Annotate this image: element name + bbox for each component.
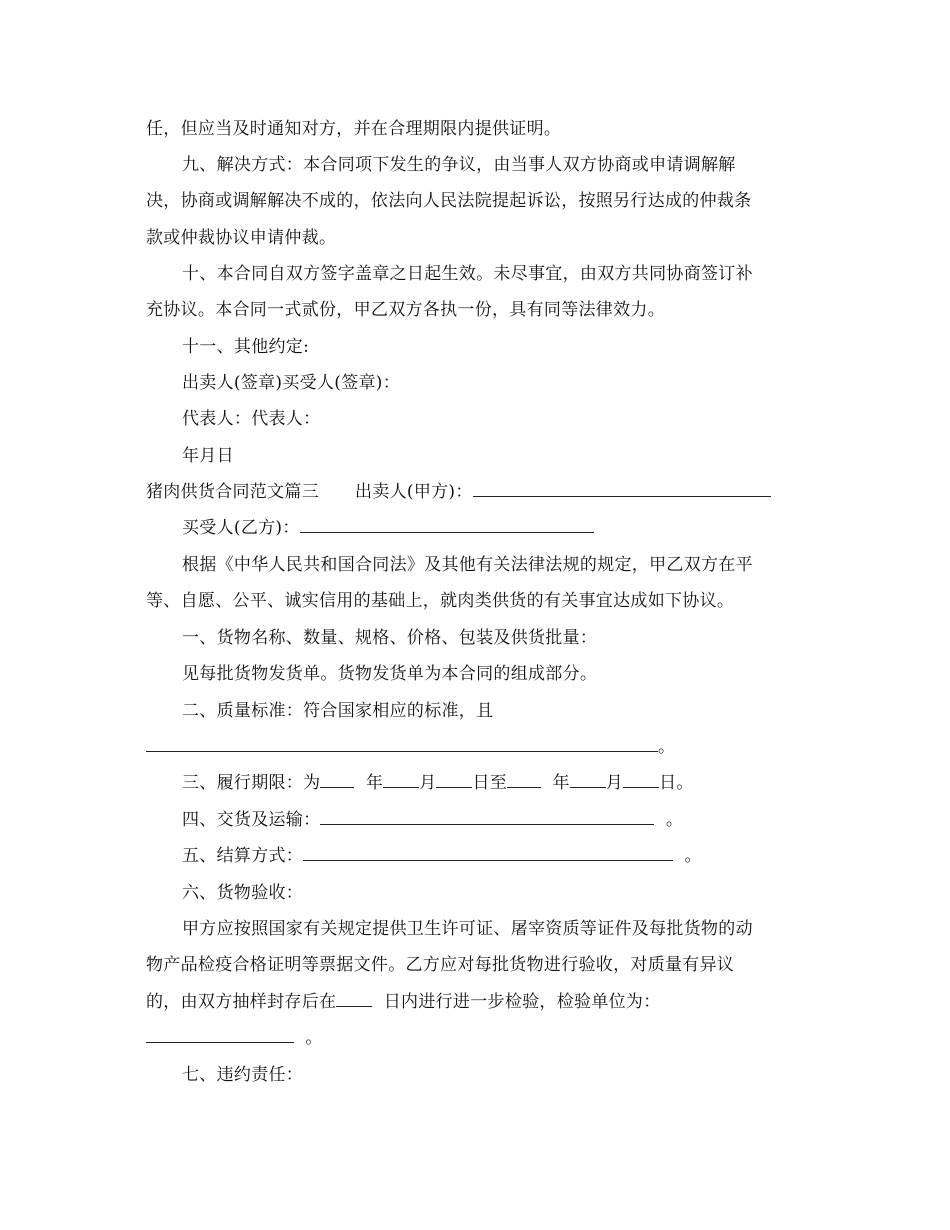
text-line: 决，协商或调解解决不成的，依法向人民法院提起诉讼，按照另行达成的仲裁条 xyxy=(146,191,752,211)
buyer-label: 买受人(乙方)： xyxy=(182,518,300,538)
buyer-blank xyxy=(300,518,594,533)
text-line: 等、自愿、公平、诚实信用的基础上，就肉类供货的有关事宜达成如下协议。 xyxy=(146,591,735,611)
text-line: 二、质量标准：符合国家相应的标准，且 xyxy=(182,701,494,721)
delivery-line xyxy=(182,809,683,831)
delivery-label: 四、交货及运输： xyxy=(182,810,321,830)
text-line: 一、货物名称、数量、规格、价格、包装及供货批量： xyxy=(182,628,598,648)
period-mark: 。 xyxy=(658,737,676,757)
text-line: 款或仲裁协议申请仲裁。 xyxy=(146,228,337,248)
text-line: 九、解决方式：本合同项下发生的争议，由当事人双方协商或申请调解解 xyxy=(182,155,736,175)
delivery-blank xyxy=(320,810,654,825)
year-label: 年 xyxy=(365,773,384,793)
month-label: 月 xyxy=(605,773,624,793)
performance-line xyxy=(182,772,694,794)
text-line: 代表人：代表人： xyxy=(182,409,321,429)
month-blank xyxy=(383,773,419,788)
days-blank xyxy=(336,992,372,1007)
text-line: 物产品检疫合格证明等票据文件。乙方应对每批货物进行验收，对质量有异议 xyxy=(146,955,735,975)
inspection-text: 日内进行进一步检验，检验单位为： xyxy=(383,992,661,1012)
text-line: 七、违约责任： xyxy=(182,1065,304,1085)
year-blank xyxy=(320,773,354,788)
seller-label: 出卖人(甲方)： xyxy=(355,482,473,502)
inspection-text: 的，由双方抽样封存后在 xyxy=(146,992,337,1012)
text-line: 六、货物验收： xyxy=(182,883,304,903)
text-line: 根据《中华人民共和国合同法》及其他有关法律法规的规定，甲乙双方在平 xyxy=(182,555,753,575)
section-title: 猪肉供货合同范文篇三 xyxy=(146,482,319,502)
year-blank xyxy=(507,773,541,788)
text-line: 甲方应按照国家有关规定提供卫生许可证、屠宰资质等证件及每批货物的动 xyxy=(182,919,753,939)
year-label: 年 xyxy=(552,773,570,793)
text-line: 任，但应当及时通知对方，并在合理期限内提供证明。 xyxy=(146,119,562,139)
performance-label: 三、履行期限：为 xyxy=(182,773,321,793)
settlement-blank xyxy=(303,846,673,861)
month-blank xyxy=(570,773,606,788)
day-to-label: 日至 xyxy=(472,773,508,793)
settlement-label: 五、结算方式： xyxy=(182,846,304,866)
quality-blank xyxy=(146,737,658,752)
inspection-days-line xyxy=(146,991,661,1013)
inspection-unit-line xyxy=(146,1027,323,1049)
quality-blank-line xyxy=(146,736,675,758)
text-line: 十、本合同自双方签字盖章之日起生效。未尽事宜，由双方共同协商签订补 xyxy=(182,264,753,284)
period-mark: 。 xyxy=(305,1028,323,1048)
text-line: 年月日 xyxy=(182,446,234,466)
day-blank xyxy=(623,773,659,788)
buyer-line xyxy=(182,517,594,539)
settlement-line xyxy=(182,845,702,867)
day-label: 日。 xyxy=(659,773,694,793)
inspection-unit-blank xyxy=(146,1028,294,1043)
text-line: 见每批货物发货单。货物发货单为本合同的组成部分。 xyxy=(182,664,598,684)
section-heading-line xyxy=(146,481,771,503)
period-mark: 。 xyxy=(684,846,702,866)
text-line: 充协议。本合同一式贰份，甲乙双方各执一份，具有同等法律效力。 xyxy=(146,300,665,320)
month-label: 月 xyxy=(419,773,437,793)
day-blank xyxy=(436,773,472,788)
period-mark: 。 xyxy=(665,810,684,830)
text-line: 出卖人(签章)买受人(签章)： xyxy=(182,373,401,393)
text-line: 十一、其他约定: xyxy=(182,337,310,357)
seller-blank xyxy=(473,482,771,497)
